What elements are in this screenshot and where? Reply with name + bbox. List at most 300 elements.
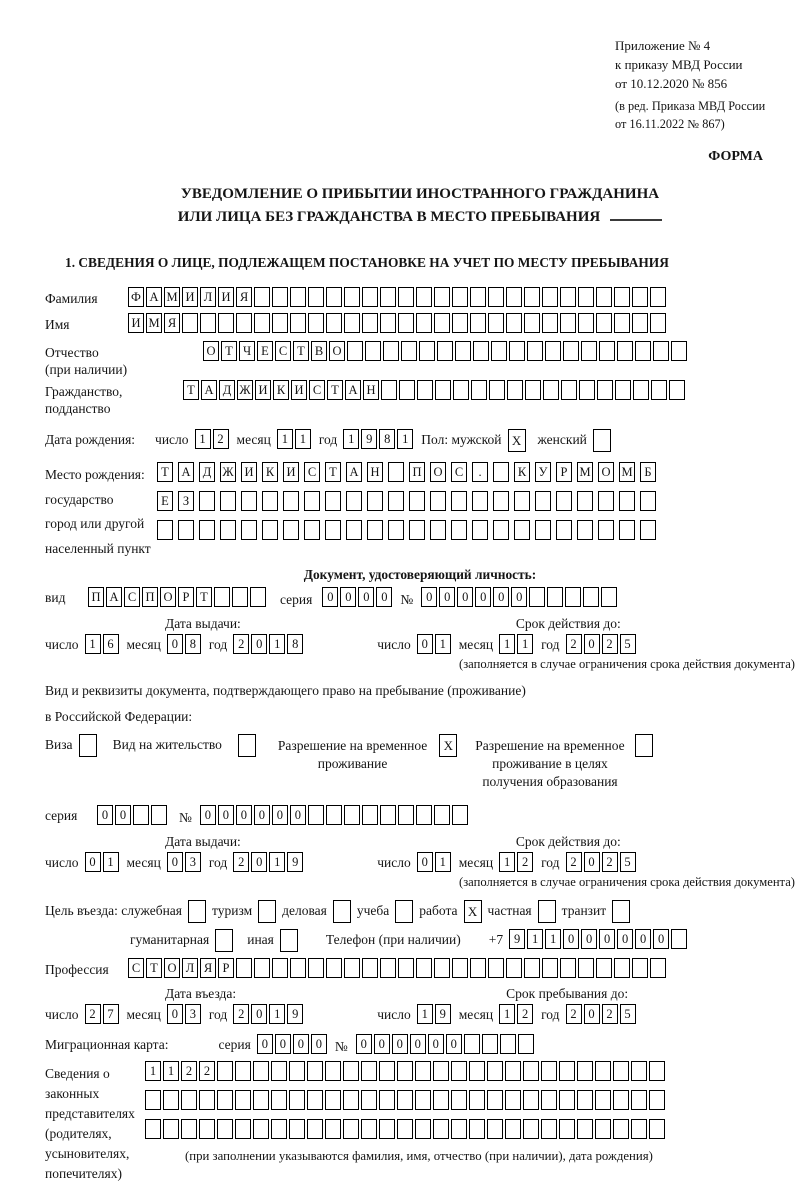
char-box[interactable]	[514, 491, 530, 511]
char-box[interactable]: А	[346, 462, 362, 482]
char-box[interactable]	[290, 958, 306, 978]
char-box[interactable]	[649, 1090, 665, 1110]
char-box[interactable]: 9	[361, 429, 377, 449]
char-box[interactable]	[133, 805, 149, 825]
char-box[interactable]	[399, 380, 415, 400]
char-box[interactable]: 0	[584, 634, 600, 654]
char-box[interactable]	[556, 520, 572, 540]
char-box[interactable]	[307, 1090, 323, 1110]
char-box[interactable]: 2	[233, 1004, 249, 1024]
purpose-transit-checkbox[interactable]	[612, 900, 630, 923]
char-box[interactable]: 0	[374, 1034, 390, 1054]
char-box[interactable]	[308, 287, 324, 307]
char-box[interactable]	[326, 287, 342, 307]
char-box[interactable]	[437, 341, 453, 361]
char-box[interactable]	[272, 313, 288, 333]
char-box[interactable]	[472, 520, 488, 540]
char-box[interactable]	[236, 958, 252, 978]
char-box[interactable]	[631, 1061, 647, 1081]
char-box[interactable]: 5	[620, 1004, 636, 1024]
char-box[interactable]: Д	[199, 462, 215, 482]
char-box[interactable]	[308, 958, 324, 978]
char-box[interactable]	[583, 587, 599, 607]
char-box[interactable]	[325, 1061, 341, 1081]
char-box[interactable]	[613, 1119, 629, 1139]
char-box[interactable]	[290, 313, 306, 333]
char-box[interactable]: 0	[617, 929, 633, 949]
char-box[interactable]: 0	[599, 929, 615, 949]
char-box[interactable]	[308, 313, 324, 333]
char-box[interactable]	[560, 958, 576, 978]
char-box[interactable]: 2	[517, 1004, 533, 1024]
char-box[interactable]	[290, 287, 306, 307]
char-box[interactable]: Т	[325, 462, 341, 482]
char-box[interactable]: Н	[363, 380, 379, 400]
char-box[interactable]: 0	[218, 805, 234, 825]
char-box[interactable]	[535, 520, 551, 540]
char-box[interactable]: А	[178, 462, 194, 482]
char-box[interactable]	[241, 491, 257, 511]
char-box[interactable]	[434, 313, 450, 333]
char-box[interactable]	[632, 313, 648, 333]
char-box[interactable]	[409, 491, 425, 511]
char-box[interactable]: 5	[620, 852, 636, 872]
char-box[interactable]	[451, 1090, 467, 1110]
char-box[interactable]: 0	[457, 587, 473, 607]
char-box[interactable]: 0	[272, 805, 288, 825]
char-box[interactable]	[560, 287, 576, 307]
char-box[interactable]	[430, 491, 446, 511]
char-box[interactable]	[235, 1119, 251, 1139]
purpose-tourism-checkbox[interactable]	[258, 900, 276, 923]
char-box[interactable]: 8	[379, 429, 395, 449]
char-box[interactable]: И	[291, 380, 307, 400]
char-box[interactable]: 9	[287, 1004, 303, 1024]
char-box[interactable]: 0	[290, 805, 306, 825]
char-box[interactable]: 0	[293, 1034, 309, 1054]
char-box[interactable]	[380, 958, 396, 978]
char-box[interactable]: 0	[563, 929, 579, 949]
char-box[interactable]	[145, 1090, 161, 1110]
char-box[interactable]	[199, 491, 215, 511]
char-box[interactable]	[619, 491, 635, 511]
char-box[interactable]	[577, 1090, 593, 1110]
char-box[interactable]	[381, 380, 397, 400]
char-box[interactable]	[493, 520, 509, 540]
char-box[interactable]: О	[160, 587, 176, 607]
char-box[interactable]	[635, 341, 651, 361]
char-box[interactable]	[325, 491, 341, 511]
char-box[interactable]	[379, 1119, 395, 1139]
char-box[interactable]	[398, 958, 414, 978]
char-box[interactable]	[581, 341, 597, 361]
char-box[interactable]	[669, 380, 685, 400]
char-box[interactable]	[595, 1119, 611, 1139]
char-box[interactable]: 0	[439, 587, 455, 607]
char-box[interactable]	[304, 520, 320, 540]
char-box[interactable]	[380, 313, 396, 333]
char-box[interactable]: 2	[213, 429, 229, 449]
char-box[interactable]	[199, 1119, 215, 1139]
char-box[interactable]	[559, 1119, 575, 1139]
char-box[interactable]	[416, 958, 432, 978]
char-box[interactable]	[362, 313, 378, 333]
char-box[interactable]: К	[262, 462, 278, 482]
char-box[interactable]: 1	[269, 1004, 285, 1024]
char-box[interactable]	[397, 1119, 413, 1139]
char-box[interactable]	[218, 313, 234, 333]
char-box[interactable]	[451, 520, 467, 540]
char-box[interactable]	[362, 287, 378, 307]
char-box[interactable]: 0	[251, 634, 267, 654]
char-box[interactable]: 0	[97, 805, 113, 825]
char-box[interactable]	[362, 805, 378, 825]
char-box[interactable]	[379, 1061, 395, 1081]
char-box[interactable]	[506, 958, 522, 978]
char-box[interactable]	[254, 287, 270, 307]
char-box[interactable]: Ж	[237, 380, 253, 400]
char-box[interactable]	[272, 958, 288, 978]
char-box[interactable]	[236, 313, 252, 333]
char-box[interactable]: С	[304, 462, 320, 482]
char-box[interactable]	[469, 1061, 485, 1081]
char-box[interactable]	[597, 380, 613, 400]
char-box[interactable]	[419, 341, 435, 361]
char-box[interactable]	[529, 587, 545, 607]
char-box[interactable]	[487, 1090, 503, 1110]
char-box[interactable]: Л	[182, 958, 198, 978]
char-box[interactable]: 2	[602, 852, 618, 872]
char-box[interactable]	[163, 1119, 179, 1139]
char-box[interactable]: 0	[511, 587, 527, 607]
char-box[interactable]	[523, 1061, 539, 1081]
char-box[interactable]	[542, 313, 558, 333]
char-box[interactable]: 1	[435, 852, 451, 872]
char-box[interactable]: 2	[181, 1061, 197, 1081]
char-box[interactable]: 0	[275, 1034, 291, 1054]
char-box[interactable]: .	[472, 462, 488, 482]
char-box[interactable]: Я	[200, 958, 216, 978]
char-box[interactable]: С	[275, 341, 291, 361]
char-box[interactable]: 1	[545, 929, 561, 949]
char-box[interactable]	[398, 805, 414, 825]
char-box[interactable]: 1	[85, 634, 101, 654]
residence-permit-checkbox[interactable]	[238, 734, 256, 757]
char-box[interactable]	[523, 1119, 539, 1139]
char-box[interactable]: В	[311, 341, 327, 361]
char-box[interactable]	[253, 1119, 269, 1139]
char-box[interactable]: 0	[251, 852, 267, 872]
char-box[interactable]	[578, 313, 594, 333]
char-box[interactable]: 1	[499, 1004, 515, 1024]
char-box[interactable]	[561, 380, 577, 400]
char-box[interactable]	[451, 1119, 467, 1139]
char-box[interactable]: 1	[145, 1061, 161, 1081]
char-box[interactable]: 0	[584, 1004, 600, 1024]
char-box[interactable]	[326, 805, 342, 825]
char-box[interactable]	[416, 313, 432, 333]
char-box[interactable]: 0	[251, 1004, 267, 1024]
char-box[interactable]: 2	[566, 852, 582, 872]
char-box[interactable]	[325, 520, 341, 540]
char-box[interactable]: 2	[517, 852, 533, 872]
char-box[interactable]: А	[201, 380, 217, 400]
char-box[interactable]	[488, 958, 504, 978]
char-box[interactable]	[181, 1090, 197, 1110]
char-box[interactable]	[451, 1061, 467, 1081]
char-box[interactable]: 0	[356, 1034, 372, 1054]
char-box[interactable]	[455, 341, 471, 361]
char-box[interactable]	[578, 958, 594, 978]
char-box[interactable]	[598, 491, 614, 511]
char-box[interactable]	[577, 491, 593, 511]
char-box[interactable]	[632, 287, 648, 307]
purpose-official-checkbox[interactable]	[188, 900, 206, 923]
char-box[interactable]	[253, 1061, 269, 1081]
char-box[interactable]	[632, 958, 648, 978]
char-box[interactable]: Ж	[220, 462, 236, 482]
char-box[interactable]	[344, 805, 360, 825]
char-box[interactable]: А	[345, 380, 361, 400]
char-box[interactable]	[343, 1119, 359, 1139]
char-box[interactable]	[598, 520, 614, 540]
char-box[interactable]	[523, 1090, 539, 1110]
char-box[interactable]: Т	[196, 587, 212, 607]
char-box[interactable]	[524, 313, 540, 333]
char-box[interactable]	[578, 287, 594, 307]
char-box[interactable]: Т	[293, 341, 309, 361]
char-box[interactable]	[650, 958, 666, 978]
char-box[interactable]: 0	[475, 587, 491, 607]
char-box[interactable]: 2	[566, 1004, 582, 1024]
char-box[interactable]: 1	[277, 429, 293, 449]
char-box[interactable]	[346, 491, 362, 511]
sex-female-checkbox[interactable]	[593, 429, 611, 452]
char-box[interactable]	[617, 341, 633, 361]
char-box[interactable]: 0	[167, 852, 183, 872]
char-box[interactable]	[182, 313, 198, 333]
char-box[interactable]: 0	[392, 1034, 408, 1054]
edu-permit-checkbox[interactable]	[635, 734, 653, 757]
char-box[interactable]: Ф	[128, 287, 144, 307]
char-box[interactable]	[343, 1090, 359, 1110]
char-box[interactable]: 0	[200, 805, 216, 825]
char-box[interactable]: 0	[410, 1034, 426, 1054]
char-box[interactable]: 0	[115, 805, 131, 825]
char-box[interactable]: 1	[499, 852, 515, 872]
char-box[interactable]: Т	[146, 958, 162, 978]
char-box[interactable]	[514, 520, 530, 540]
char-box[interactable]	[472, 491, 488, 511]
char-box[interactable]: 0	[635, 929, 651, 949]
char-box[interactable]	[471, 380, 487, 400]
char-box[interactable]	[271, 1119, 287, 1139]
char-box[interactable]	[542, 287, 558, 307]
char-box[interactable]	[631, 1090, 647, 1110]
char-box[interactable]: 0	[358, 587, 374, 607]
char-box[interactable]: 0	[493, 587, 509, 607]
char-box[interactable]: Т	[327, 380, 343, 400]
char-box[interactable]	[262, 491, 278, 511]
char-box[interactable]	[649, 1061, 665, 1081]
char-box[interactable]: С	[451, 462, 467, 482]
char-box[interactable]: Р	[178, 587, 194, 607]
char-box[interactable]: 0	[340, 587, 356, 607]
char-box[interactable]	[254, 313, 270, 333]
char-box[interactable]	[631, 1119, 647, 1139]
char-box[interactable]	[671, 929, 687, 949]
char-box[interactable]	[304, 491, 320, 511]
char-box[interactable]: 9	[509, 929, 525, 949]
char-box[interactable]: 7	[103, 1004, 119, 1024]
char-box[interactable]	[579, 380, 595, 400]
char-box[interactable]	[507, 380, 523, 400]
char-box[interactable]	[482, 1034, 498, 1054]
char-box[interactable]: 0	[85, 852, 101, 872]
char-box[interactable]	[560, 313, 576, 333]
char-box[interactable]: Т	[157, 462, 173, 482]
char-box[interactable]: Б	[640, 462, 656, 482]
char-box[interactable]: 8	[287, 634, 303, 654]
char-box[interactable]: 0	[376, 587, 392, 607]
char-box[interactable]: Е	[157, 491, 173, 511]
char-box[interactable]	[470, 287, 486, 307]
char-box[interactable]	[613, 1090, 629, 1110]
char-box[interactable]: 0	[311, 1034, 327, 1054]
char-box[interactable]	[409, 520, 425, 540]
char-box[interactable]	[518, 1034, 534, 1054]
char-box[interactable]: П	[88, 587, 104, 607]
char-box[interactable]: 1	[269, 634, 285, 654]
char-box[interactable]	[650, 313, 666, 333]
char-box[interactable]	[380, 805, 396, 825]
char-box[interactable]: 2	[602, 634, 618, 654]
char-box[interactable]	[525, 380, 541, 400]
char-box[interactable]	[388, 520, 404, 540]
char-box[interactable]	[379, 1090, 395, 1110]
char-box[interactable]	[367, 491, 383, 511]
char-box[interactable]	[272, 287, 288, 307]
char-box[interactable]	[614, 313, 630, 333]
char-box[interactable]	[596, 313, 612, 333]
char-box[interactable]: О	[203, 341, 219, 361]
char-box[interactable]: 0	[581, 929, 597, 949]
char-box[interactable]	[451, 491, 467, 511]
char-box[interactable]	[398, 287, 414, 307]
char-box[interactable]	[326, 313, 342, 333]
char-box[interactable]	[217, 1119, 233, 1139]
char-box[interactable]	[181, 1119, 197, 1139]
char-box[interactable]	[344, 313, 360, 333]
char-box[interactable]	[380, 287, 396, 307]
char-box[interactable]	[527, 341, 543, 361]
char-box[interactable]: О	[598, 462, 614, 482]
char-box[interactable]: И	[128, 313, 144, 333]
char-box[interactable]	[326, 958, 342, 978]
char-box[interactable]	[565, 587, 581, 607]
char-box[interactable]: Д	[219, 380, 235, 400]
char-box[interactable]: Я	[164, 313, 180, 333]
char-box[interactable]	[217, 1061, 233, 1081]
char-box[interactable]: 1	[103, 852, 119, 872]
char-box[interactable]: М	[577, 462, 593, 482]
char-box[interactable]	[362, 958, 378, 978]
char-box[interactable]	[307, 1061, 323, 1081]
char-box[interactable]	[343, 1061, 359, 1081]
char-box[interactable]: С	[309, 380, 325, 400]
char-box[interactable]	[365, 341, 381, 361]
char-box[interactable]: 8	[185, 634, 201, 654]
char-box[interactable]	[145, 1119, 161, 1139]
char-box[interactable]	[505, 1119, 521, 1139]
char-box[interactable]: 1	[295, 429, 311, 449]
char-box[interactable]	[398, 313, 414, 333]
char-box[interactable]	[271, 1061, 287, 1081]
char-box[interactable]	[178, 520, 194, 540]
char-box[interactable]: 1	[499, 634, 515, 654]
purpose-business-checkbox[interactable]	[333, 900, 351, 923]
sex-male-checkbox[interactable]: X	[508, 429, 526, 452]
char-box[interactable]: Е	[257, 341, 273, 361]
char-box[interactable]	[388, 491, 404, 511]
char-box[interactable]	[541, 1061, 557, 1081]
purpose-study-checkbox[interactable]	[395, 900, 413, 923]
char-box[interactable]: И	[182, 287, 198, 307]
char-box[interactable]	[464, 1034, 480, 1054]
char-box[interactable]: 0	[167, 1004, 183, 1024]
char-box[interactable]	[283, 491, 299, 511]
char-box[interactable]	[289, 1061, 305, 1081]
char-box[interactable]	[361, 1090, 377, 1110]
char-box[interactable]	[613, 1061, 629, 1081]
char-box[interactable]	[433, 1061, 449, 1081]
char-box[interactable]	[452, 958, 468, 978]
char-box[interactable]	[434, 958, 450, 978]
char-box[interactable]	[416, 805, 432, 825]
char-box[interactable]: 5	[620, 634, 636, 654]
char-box[interactable]	[541, 1119, 557, 1139]
char-box[interactable]	[346, 520, 362, 540]
char-box[interactable]	[640, 491, 656, 511]
char-box[interactable]: Ч	[239, 341, 255, 361]
char-box[interactable]: 2	[602, 1004, 618, 1024]
char-box[interactable]: 0	[421, 587, 437, 607]
char-box[interactable]	[506, 313, 522, 333]
char-box[interactable]	[151, 805, 167, 825]
char-box[interactable]	[599, 341, 615, 361]
char-box[interactable]: 1	[527, 929, 543, 949]
char-box[interactable]: И	[283, 462, 299, 482]
char-box[interactable]	[596, 958, 612, 978]
char-box[interactable]	[559, 1061, 575, 1081]
char-box[interactable]	[577, 1061, 593, 1081]
char-box[interactable]: 3	[185, 852, 201, 872]
char-box[interactable]	[452, 287, 468, 307]
char-box[interactable]	[505, 1061, 521, 1081]
visa-checkbox[interactable]	[79, 734, 97, 757]
char-box[interactable]	[157, 520, 173, 540]
char-box[interactable]: И	[218, 287, 234, 307]
char-box[interactable]: И	[241, 462, 257, 482]
char-box[interactable]	[493, 462, 509, 482]
char-box[interactable]	[563, 341, 579, 361]
char-box[interactable]	[488, 287, 504, 307]
char-box[interactable]	[650, 287, 666, 307]
char-box[interactable]	[325, 1090, 341, 1110]
char-box[interactable]: 1	[397, 429, 413, 449]
char-box[interactable]: П	[142, 587, 158, 607]
char-box[interactable]: О	[164, 958, 180, 978]
